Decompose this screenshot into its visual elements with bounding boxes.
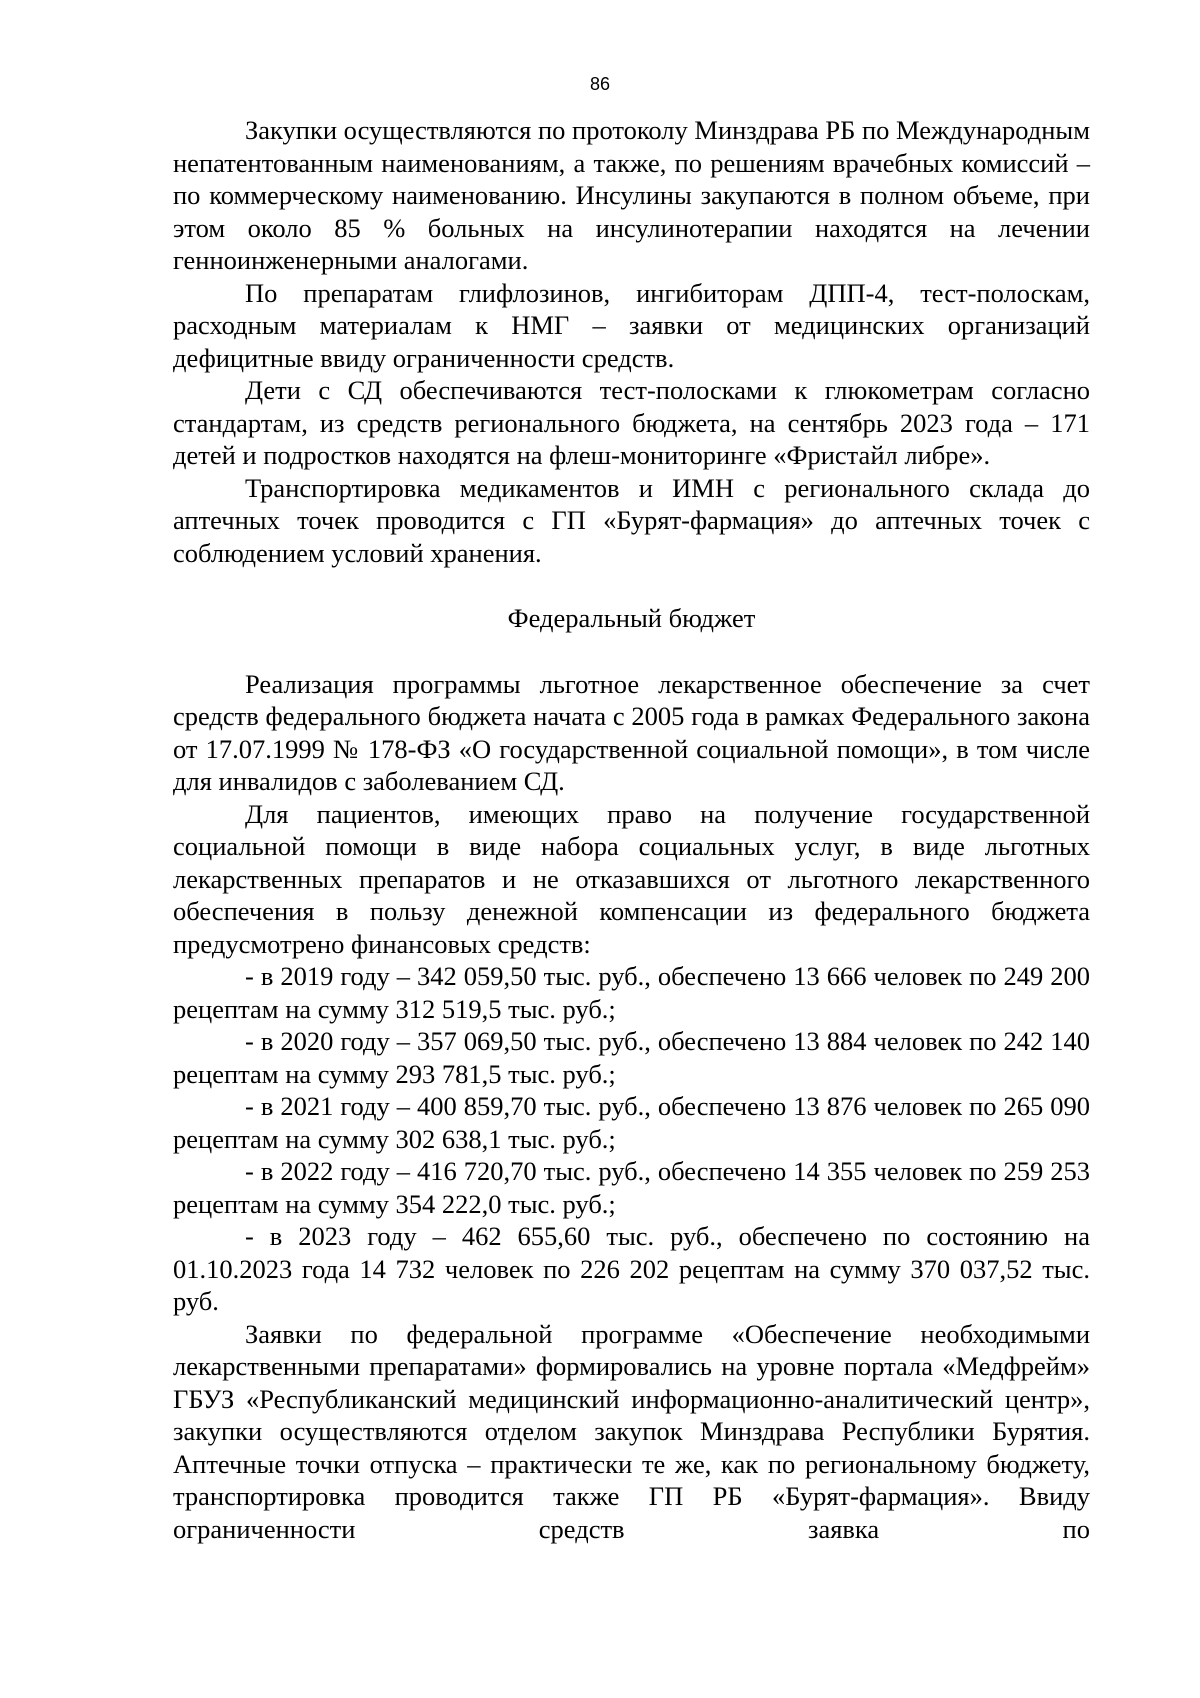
- document-body: [173, 114, 1090, 1545]
- paragraph-children: Дети с СД обеспечиваются тест-полосками к глюкометрам согласно стандартам, из средств регионального бюджета, на сентябрь 2023 года – 171 детей и подростков находятся на флеш-мониторинге «Фристайл либре».: [173, 375, 1090, 470]
- paragraph-glifloziny: По препаратам глифлозинов, ингибиторам ДПП-4, тест-полоскам, расходным материалам к НМГ – заявки от медицинских организаций дефицитные ввиду ограниченности средств.: [173, 277, 1090, 373]
- list-item-2021: - в 2021 году – 400 859,70 тыс. руб., обеспечено 13 876 человек по 265 090 рецептам на сумму 302 638,1 тыс. руб.;: [173, 1091, 1090, 1154]
- list-item-2020: - в 2020 году – 357 069,50 тыс. руб., обеспечено 13 884 человек по 242 140 рецептам на сумму 293 781,5 тыс. руб.;: [173, 1026, 1090, 1089]
- list-item-2019: - в 2019 году – 342 059,50 тыс. руб., обеспечено 13 666 человек по 249 200 рецептам на сумму 312 519,5 тыс. руб.;: [173, 961, 1090, 1024]
- paragraph-applications: Заявки по федеральной программе «Обеспечение необходимыми лекарственными препаратами» формировались на уровне портала «Медфрейм» ГБУЗ «Республиканский медицинский информационно-аналитический центр», закупки осуществляются отделом закупок Минздрава Республики Бурятия. Аптечные точки отпуска – практически те же, как по региональному бюджету, транспортировка проводится также ГП РБ «Бурят-фармация». Ввиду ограниченности средств заявка по: [173, 1318, 1090, 1544]
- section-heading: Федеральный бюджет: [507, 603, 756, 633]
- page-number: 86: [589, 74, 611, 94]
- list-item-2022: - в 2022 году – 416 720,70 тыс. руб., обеспечено 14 355 человек по 259 253 рецептам на сумму 354 222,0 тыс. руб.;: [173, 1156, 1090, 1219]
- list-item-2023: - в 2023 году – 462 655,60 тыс. руб., обеспечено по состоянию на 01.10.2023 года 14 732 человек по 226 202 рецептам на сумму 370 037,52 тыс. руб.: [173, 1221, 1090, 1316]
- paragraph-federal-funding: Для пациентов, имеющих право на получение государственной социальной помощи в виде набора социальных услуг, в виде льготных лекарственных препаратов и не отказавшихся от льготного лекарственного обеспечения в пользу денежной компенсации из федерального бюджета предусмотрено финансовых средств:: [173, 798, 1090, 959]
- paragraph-procurement: Закупки осуществляются по протоколу Минздрава РБ по Международным непатентованным наименованиям, а также, по решениям врачебных комиссий – по коммерческому наименованию. Инсулины закупаются в полном объеме, при этом около 85 % больных на инсулинотерапии находятся на лечении генноинженерными аналогами.: [173, 115, 1090, 275]
- paragraph-federal-program: Реализация программы льготное лекарственное обеспечение за счет средств федерального бюджета начата с 2005 года в рамках Федерального закона от 17.07.1999 № 178-ФЗ «О государственной социальной помощи», в том числе для инвалидов с заболеванием СД.: [173, 668, 1090, 796]
- paragraph-transport: Транспортировка медикаментов и ИМН с регионального склада до аптечных точек проводится с ГП «Бурят-фармация» до аптечных точек с соблюдением условий хранения.: [173, 472, 1090, 568]
